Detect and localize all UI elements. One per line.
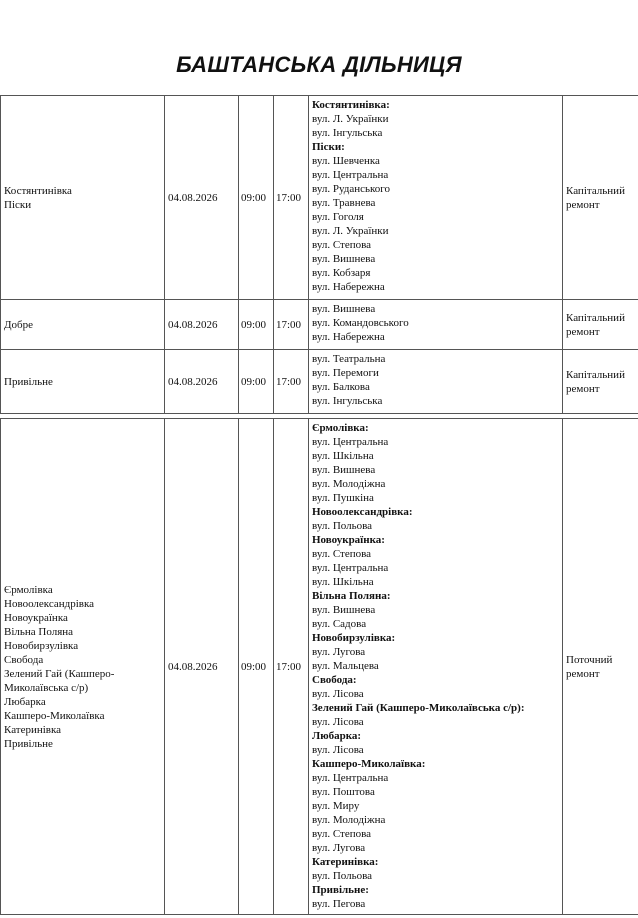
street-item: вул. Центральна [312, 772, 389, 784]
locality-name: Любарка [4, 695, 46, 708]
street-item: вул. Польова [312, 870, 373, 882]
table-row [1, 300, 638, 350]
locality-heading: Зелений Гай (Кашперо-Миколаївська с/р): [312, 702, 525, 714]
street-item: вул. Мальцева [312, 660, 379, 672]
locality-name: Катеринівка [4, 723, 62, 736]
work-type-text: ремонт [566, 667, 600, 680]
locality-name: Новоолександрівка [4, 597, 95, 610]
table-row [1, 96, 638, 300]
street-item: вул. Степова [312, 548, 372, 560]
street-item: вул. Центральна [312, 436, 389, 448]
work-type-cell [563, 96, 638, 300]
end-time-cell: 17:00 [274, 300, 309, 350]
locality-name: Кашперо-Миколаївка [4, 709, 105, 722]
street-item: вул. Інгульська [312, 395, 383, 407]
page-title: БАШТАНСЬКА ДІЛЬНИЦЯ [176, 52, 462, 77]
street-item: вул. Лугова [312, 842, 366, 854]
work-type-text: Капітальний [566, 368, 625, 381]
work-type-text: ремонт [566, 198, 600, 211]
locality-name: Свобода [4, 653, 44, 666]
street-item: вул. Шкільна [312, 576, 374, 588]
end-time-cell: 17:00 [274, 419, 309, 915]
street-item: вул. Центральна [312, 562, 389, 574]
locality-heading: Кашперо-Миколаївка: [312, 758, 426, 770]
street-item: вул. Степова [312, 239, 372, 251]
street-item: вул. Набережна [312, 281, 385, 293]
street-item: вул. Набережна [312, 331, 385, 343]
locality-heading: Єрмолівка: [312, 422, 369, 434]
locality-heading: Новоолександрівка: [312, 506, 413, 518]
locality-heading: Костянтинівка: [312, 99, 390, 111]
table-row [1, 350, 638, 414]
street-item: вул. Театральна [312, 353, 386, 365]
streets-cell [309, 96, 563, 300]
locality-name: Вільна Поляна [4, 625, 74, 638]
street-item: вул. Молодіжна [312, 814, 386, 826]
street-item: вул. Центральна [312, 169, 389, 181]
locality-name: Добре [4, 318, 33, 331]
street-item: вул. Лугова [312, 646, 366, 658]
street-item: вул. Садова [312, 618, 367, 630]
street-item: вул. Вишнева [312, 464, 376, 476]
street-item: вул. Пегова [312, 898, 366, 910]
locality-name: Привільне [4, 375, 53, 388]
locality-name: Єрмолівка [4, 583, 53, 596]
street-item: вул. Молодіжна [312, 478, 386, 490]
street-item: вул. Кобзаря [312, 267, 371, 279]
localities-cell [1, 300, 165, 350]
locality-name: Новобирзулівка [4, 639, 79, 652]
streets-cell [309, 419, 563, 915]
work-type-text: Капітальний [566, 184, 625, 197]
locality-name: Миколаївська с/р) [4, 681, 89, 694]
street-item: вул. Перемоги [312, 367, 379, 379]
locality-heading: Катеринівка: [312, 856, 379, 868]
table-row [1, 419, 638, 915]
street-item: вул. Лісова [312, 688, 364, 700]
street-item: вул. Гоголя [312, 211, 364, 223]
street-item: вул. Руданського [312, 183, 391, 195]
street-item: вул. Шевченка [312, 155, 380, 167]
street-item: вул. Лісова [312, 716, 364, 728]
localities-cell [1, 96, 165, 300]
work-type-cell [563, 419, 638, 915]
street-item: вул. Шкільна [312, 450, 374, 462]
locality-heading: Новоукраїнка: [312, 534, 385, 546]
localities-cell [1, 350, 165, 414]
outage-table-continued [0, 418, 638, 915]
date-cell: 04.08.2026 [165, 350, 239, 414]
localities-cell [1, 419, 165, 915]
street-item: вул. Миру [312, 800, 360, 812]
street-item: вул. Інгульська [312, 127, 383, 139]
locality-name: Новоукраїнка [4, 611, 68, 624]
start-time-cell: 09:00 [239, 96, 274, 300]
streets-cell [309, 300, 563, 350]
street-item: вул. Вишнева [312, 604, 376, 616]
end-time-cell: 17:00 [274, 96, 309, 300]
start-time-cell: 09:00 [239, 300, 274, 350]
street-item: вул. Балкова [312, 381, 370, 393]
start-time-cell: 09:00 [239, 350, 274, 414]
work-type-text: Поточний [566, 653, 613, 666]
street-item: вул. Пушкіна [312, 492, 374, 504]
locality-name: Привільне [4, 737, 53, 750]
streets-cell [309, 350, 563, 414]
locality-heading: Вільна Поляна: [312, 590, 391, 602]
date-cell: 04.08.2026 [165, 96, 239, 300]
locality-heading: Новобирзулівка: [312, 632, 396, 644]
date-cell: 04.08.2026 [165, 300, 239, 350]
street-item: вул. Л. Українки [312, 113, 389, 125]
street-item: вул. Степова [312, 828, 372, 840]
locality-name: Костянтинівка [4, 184, 72, 197]
locality-heading: Привільне: [312, 884, 369, 896]
date-cell: 04.08.2026 [165, 419, 239, 915]
work-type-cell [563, 350, 638, 414]
street-item: вул. Вишнева [312, 303, 376, 315]
street-item: вул. Польова [312, 520, 373, 532]
end-time-cell: 17:00 [274, 350, 309, 414]
street-item: вул. Командовського [312, 317, 409, 329]
locality-heading: Любарка: [312, 730, 362, 742]
locality-heading: Свобода: [312, 674, 357, 686]
work-type-text: ремонт [566, 325, 600, 338]
work-type-text: Капітальний [566, 311, 625, 324]
street-item: вул. Лісова [312, 744, 364, 756]
locality-name: Піски [4, 198, 32, 211]
outage-table [0, 95, 638, 414]
street-item: вул. Вишнева [312, 253, 376, 265]
street-item: вул. Травнева [312, 197, 376, 209]
locality-name: Зелений Гай (Кашперо- [4, 667, 115, 680]
street-item: вул. Л. Українки [312, 225, 389, 237]
work-type-cell [563, 300, 638, 350]
start-time-cell: 09:00 [239, 419, 274, 915]
street-item: вул. Поштова [312, 786, 375, 798]
work-type-text: ремонт [566, 382, 600, 395]
locality-heading: Піски: [312, 141, 345, 153]
